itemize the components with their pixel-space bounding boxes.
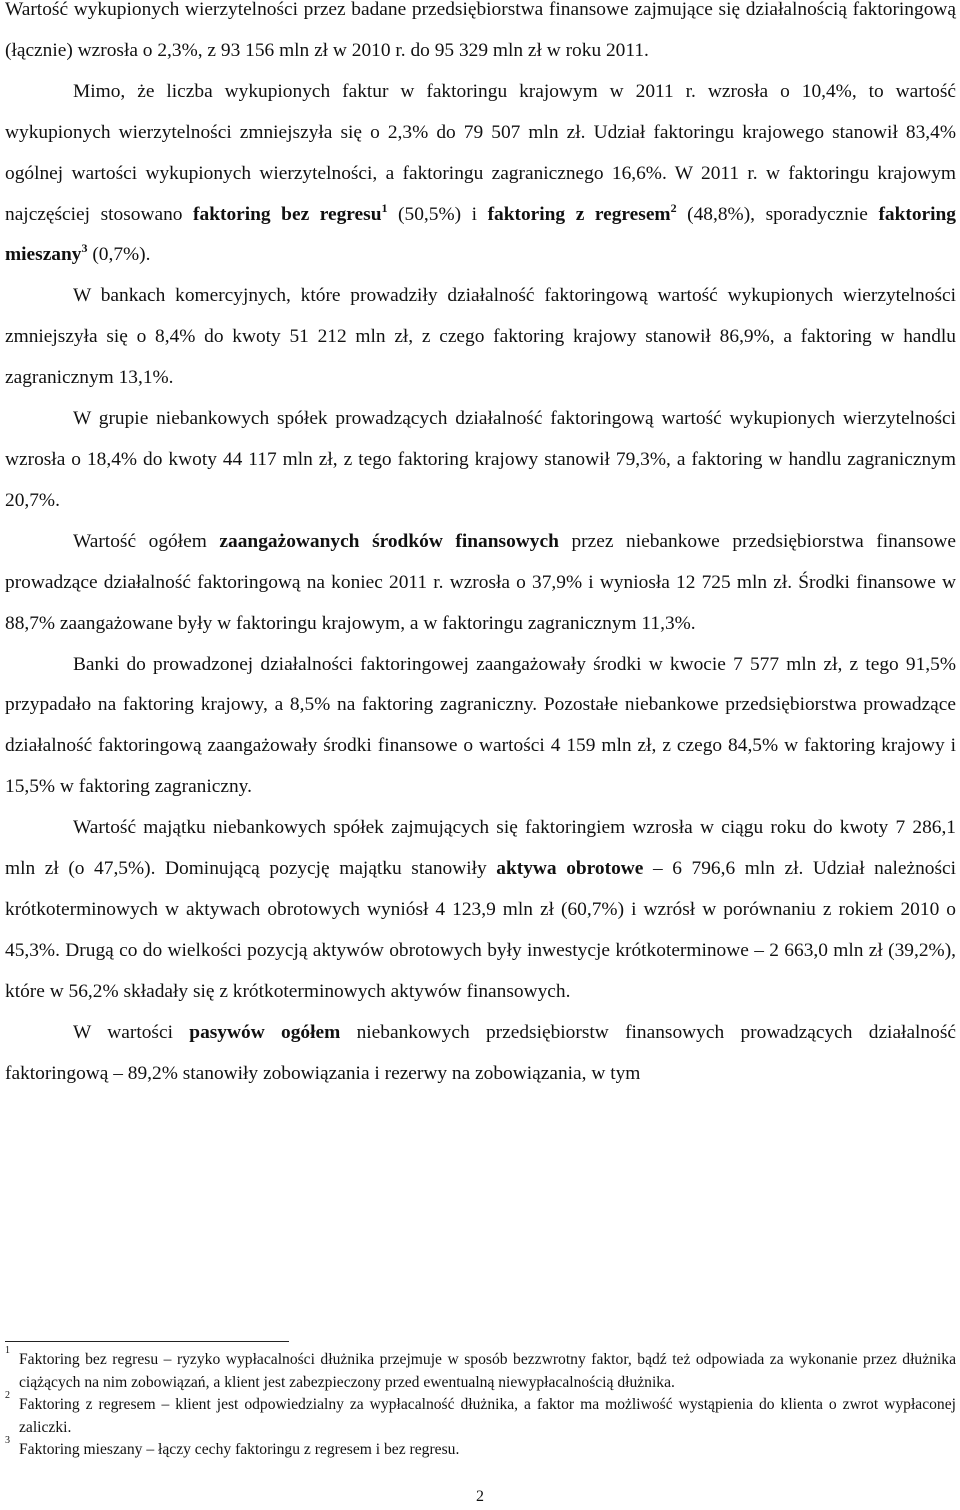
- text-run: W bankach komercyjnych, które prowadziły działalność faktoringową wartość wykupionych wierzytelności zmniejszyła się o 8,4% do kwoty 51 212 mln zł, z czego faktoring krajowy stanowił 86,9%, a faktoring w handlu zagranicznym 13,1%.: [5, 285, 956, 389]
- text-run: przez niebankowe przedsiębiorstwa finansowe prowadzące działalność faktoringową na koniec 2011 r. wzrosła o 37,9% i wyniosła 12 725 mln zł. Środki finansowe w 88,7% zaangażowane były w faktoringu krajowym, a w faktoringu zagranicznym 11,3%.: [5, 530, 957, 634]
- footnote-reference: 1: [381, 200, 388, 215]
- paragraph: [5, 0, 956, 72]
- footnote-number: 3: [5, 1435, 10, 1447]
- paragraph: [5, 808, 956, 1013]
- footnote-reference: 2: [670, 200, 677, 215]
- footnote-text: Faktoring z regresem – klient jest odpowiedzialny za wypłacalność dłużnika, a faktor ma możliwość wystąpienia do klienta o zwrot wypłaconej zaliczki.: [19, 1396, 956, 1436]
- body-text: [5, 0, 956, 1094]
- text-run: W grupie niebankowych spółek prowadzących działalność faktoringową wartość wykupionych wierzytelności wzrosła o 18,4% do kwoty 44 117 mln zł, z tego faktoring krajowy stanowił 79,3%, a faktoring w handlu zagranicznym 20,7%.: [5, 408, 956, 511]
- bold-term: faktoring z regresem: [487, 203, 671, 225]
- paragraph: [5, 645, 956, 809]
- bold-term: pasywów ogółem: [189, 1021, 341, 1043]
- page-number: 2: [476, 1488, 484, 1505]
- text-run: Wartość wykupionych wierzytelności przez badane przedsiębiorstwa finansowe zajmujące się działalnością faktoringową (łącznie) wzrosła o 2,3%, z 93 156 mln zł w 2010 r. do 95 329 mln zł w roku 2011.: [5, 0, 956, 61]
- paragraph: [5, 276, 956, 399]
- text-run: (50,5%) i: [387, 203, 488, 225]
- bold-term: faktoring bez regresu: [193, 203, 382, 225]
- paragraph: [5, 399, 956, 522]
- footnote-number: 2: [5, 1390, 10, 1402]
- footnote-text: Faktoring mieszany – łączy cechy faktoringu z regresem i bez regresu.: [19, 1441, 460, 1459]
- text-run: (0,7%).: [87, 244, 151, 266]
- text-run: W wartości: [73, 1021, 190, 1043]
- text-run: (48,8%), sporadycznie: [676, 203, 879, 225]
- footnote-number: 1: [5, 1345, 10, 1356]
- text-run: – 6 796,6 mln zł. Udział należności krótkoterminowych w aktywach obrotowych wyniósł 4 123,9 mln zł (60,7%) i wzrósł w porównaniu z rokiem 2010 o 45,3%. Drugą co do wielkości pozycją aktywów obrotowych były inwestycje krótkoterminowe – 2 663,0 mln zł (39,2%), które w 56,2% składały się z krótkoterminowych aktywów finansowych.: [5, 858, 956, 1002]
- bold-term: zaangażowanych środków finansowych: [219, 530, 559, 552]
- text-run: Banki do prowadzonej działalności faktoringowej zaangażowały środki w kwocie 7 577 mln zł, z tego 91,5% przypadało na faktoring krajowy, a 8,5% na faktoring zagraniczny. Pozostałe niebankowe przedsiębiorstwa prowadzące działalność faktoringową zaangażowały środki finansowe o wartości 4 159 mln zł, z czego 84,5% w faktoring krajowy i 15,5% w faktoring zagraniczny.: [5, 653, 956, 798]
- footnote: [5, 1390, 956, 1439]
- bold-term: faktoring mieszany: [5, 203, 957, 266]
- footnote-separator: [5, 1341, 289, 1342]
- paragraph: [5, 522, 956, 645]
- text-run: Wartość majątku niebankowych spółek zajmujących się faktoringiem wzrosła w ciągu roku do kwoty 7 286,1 mln zł (o 47,5%). Dominującą pozycję majątku stanowiły: [5, 817, 956, 880]
- footnote: [5, 1345, 956, 1394]
- text-run: Mimo, że liczba wykupionych faktur w faktoringu krajowym w 2011 r. wzrosła o 10,4%, to wartość wykupionych wierzytelności zmniejszyła się o 2,3% do 79 507 mln zł. Udział faktoringu krajowego stanowił 83,4% ogólnej wartości wykupionych wierzytelności, a faktoringu zagranicznego 16,6%. W 2011 r. w faktoringu krajowym najczęściej stosowano: [5, 80, 956, 225]
- footnote: [5, 1435, 956, 1462]
- paragraph: [5, 1013, 956, 1095]
- text-run: niebankowych przedsiębiorstw finansowych prowadzących działalność faktoringową – 89,2% stanowiły zobowiązania i rezerwy na zobowiązania, w tym: [5, 1021, 956, 1084]
- footnote-reference: 3: [81, 241, 88, 256]
- footnote-text: Faktoring bez regresu – ryzyko wypłacalności dłużnika przejmuje w sposób bezzwrotny faktor, bądź też odpowiada za wykonanie przez dłużnika ciążących na nim zobowiązań, a klient jest zabezpieczony przed ewentualną niewypłacalnością dłużnika.: [19, 1351, 956, 1391]
- bold-term: aktywa obrotowe: [496, 858, 644, 880]
- paragraph: [5, 72, 956, 277]
- footnotes: [5, 1345, 956, 1462]
- text-run: Wartość ogółem: [73, 530, 220, 552]
